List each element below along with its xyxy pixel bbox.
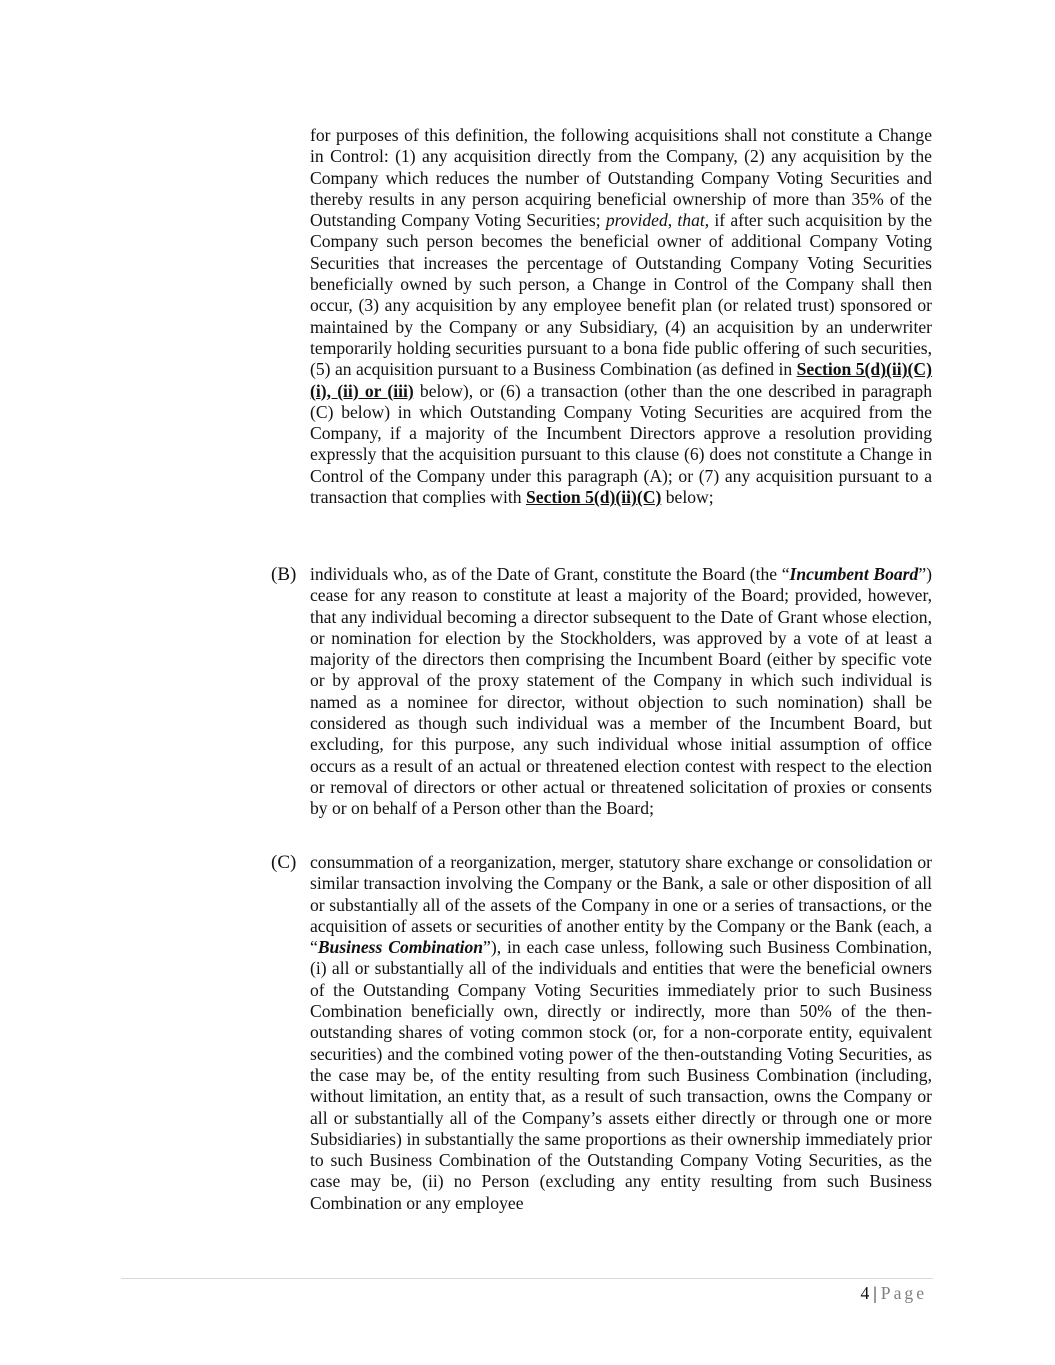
- page-number: 4: [860, 1283, 870, 1303]
- footer-separator: |: [873, 1283, 877, 1303]
- paragraph-b: [310, 564, 932, 820]
- paragraph-b-marker: (B): [271, 564, 297, 585]
- paragraph-a-text-4: below;: [661, 487, 714, 508]
- defined-term-incumbent-board: Incumbent Board: [789, 564, 919, 584]
- paragraph-c: [310, 852, 932, 1214]
- footer-divider: [121, 1278, 933, 1279]
- paragraph-b-text-1: individuals who, as of the Date of Grant, constitute the Board (the “: [310, 564, 790, 584]
- paragraph-a-text-3: below), or (6) a transaction (other than the one described in paragraph (C) below) in which Outstanding Company Voting Securities are acquired from the Company, if a majority of the Incumbent Directors approve a resolution providing expressly that the acquisition pursuant to this clause (6) does not constitute a Change in Control of the Company under this paragraph (A); or (7) any acquisition pursuant to a transaction that complies with: [310, 380, 932, 508]
- paragraph-c-text-1: consummation of a reorganization, merger, statutory share exchange or consolidation or similar transaction involving the Company or the Bank, a sale or other disposition of all or substantially all of the assets of the Company in one or a series of transactions, or the acquisition of assets or securities of another entity by the Company or the Bank (each, a “: [310, 852, 932, 958]
- that-emphasis: that: [677, 210, 705, 231]
- page-footer: [860, 1282, 927, 1304]
- defined-term-business-combination: Business Combination: [317, 937, 484, 958]
- paragraph-a-continuation: [310, 125, 932, 508]
- paragraph-b-text-2: ”) cease for any reason to constitute at least a majority of the Board; provided, however, that any individual becoming a director subsequent to the Date of Grant whose election, or nomination for election by the Stockholders, was approved by a vote of at least a majority of the directors then comprising the Incumbent Board (either by specific vote or by approval of the proxy statement of the Company in which such individual is named as a nominee for director, without objection to such nomination) shall be considered as though such individual was a member of the Incumbent Board, but excluding, for this purpose, any such individual whose initial assumption of office occurs as a result of an actual or threatened election contest with respect to the election or removal of directors or other actual or threatened solicitation of proxies or consents by or on behalf of a Person other than the Board;: [310, 564, 932, 819]
- section-reference-2: Section 5(d)(ii)(C): [525, 487, 662, 508]
- provided-emphasis: provided: [605, 210, 668, 231]
- paragraph-a-text-1: for purposes of this definition, the following acquisitions shall not constitute a Change in Control: (1) any acquisition directly from the Company, (2) any acquisition by the Company which reduces the number of Outstanding Company Voting Securities and thereby results in any person acquiring beneficial ownership of more than 35% of the Outstanding Company Voting Securities;: [310, 125, 932, 231]
- section-reference-1: Section 5(d)(ii)(C)(i), (ii) or (iii): [310, 359, 932, 401]
- paragraph-c-marker: (C): [271, 852, 297, 873]
- paragraph-a-separator: ,: [667, 210, 678, 231]
- paragraph-a-text-2: , if after such acquisition by the Company such person becomes the beneficial owner of additional Company Voting Securities that increases the percentage of Outstanding Company Voting Securities beneficially owned by such person, a Change in Control of the Company shall then occur, (3) any acquisition by any employee benefit plan (or related trust) sponsored or maintained by the Company or any Subsidiary, (4) an acquisition by an underwriter temporarily holding securities pursuant to a bona fide public offering of such securities, (5) an acquisition pursuant to a Business Combination (as defined in: [310, 210, 933, 380]
- page-label: Page: [880, 1283, 927, 1303]
- paragraph-c-text-2: ”), in each case unless, following such Business Combination, (i) all or substantially all of the individuals and entities that were the beneficial owners of the Outstanding Company Voting Securities immediately prior to such Business Combination beneficially own, directly or indirectly, more than 50% of the then-outstanding shares of voting common stock (or, for a non-corporate entity, equivalent securities) and the combined voting power of the then-outstanding Voting Securities, as the case may be, of the entity resulting from such Business Combination (including, without limitation, an entity that, as a result of such transaction, owns the Company or all or substantially all of the Company’s assets either directly or through one or more Subsidiaries) in substantially the same proportions as their ownership immediately prior to such Business Combination of the Outstanding Company Voting Securities, as the case may be, (ii) no Person (excluding any entity resulting from such Business Combination or any employee: [310, 937, 932, 1213]
